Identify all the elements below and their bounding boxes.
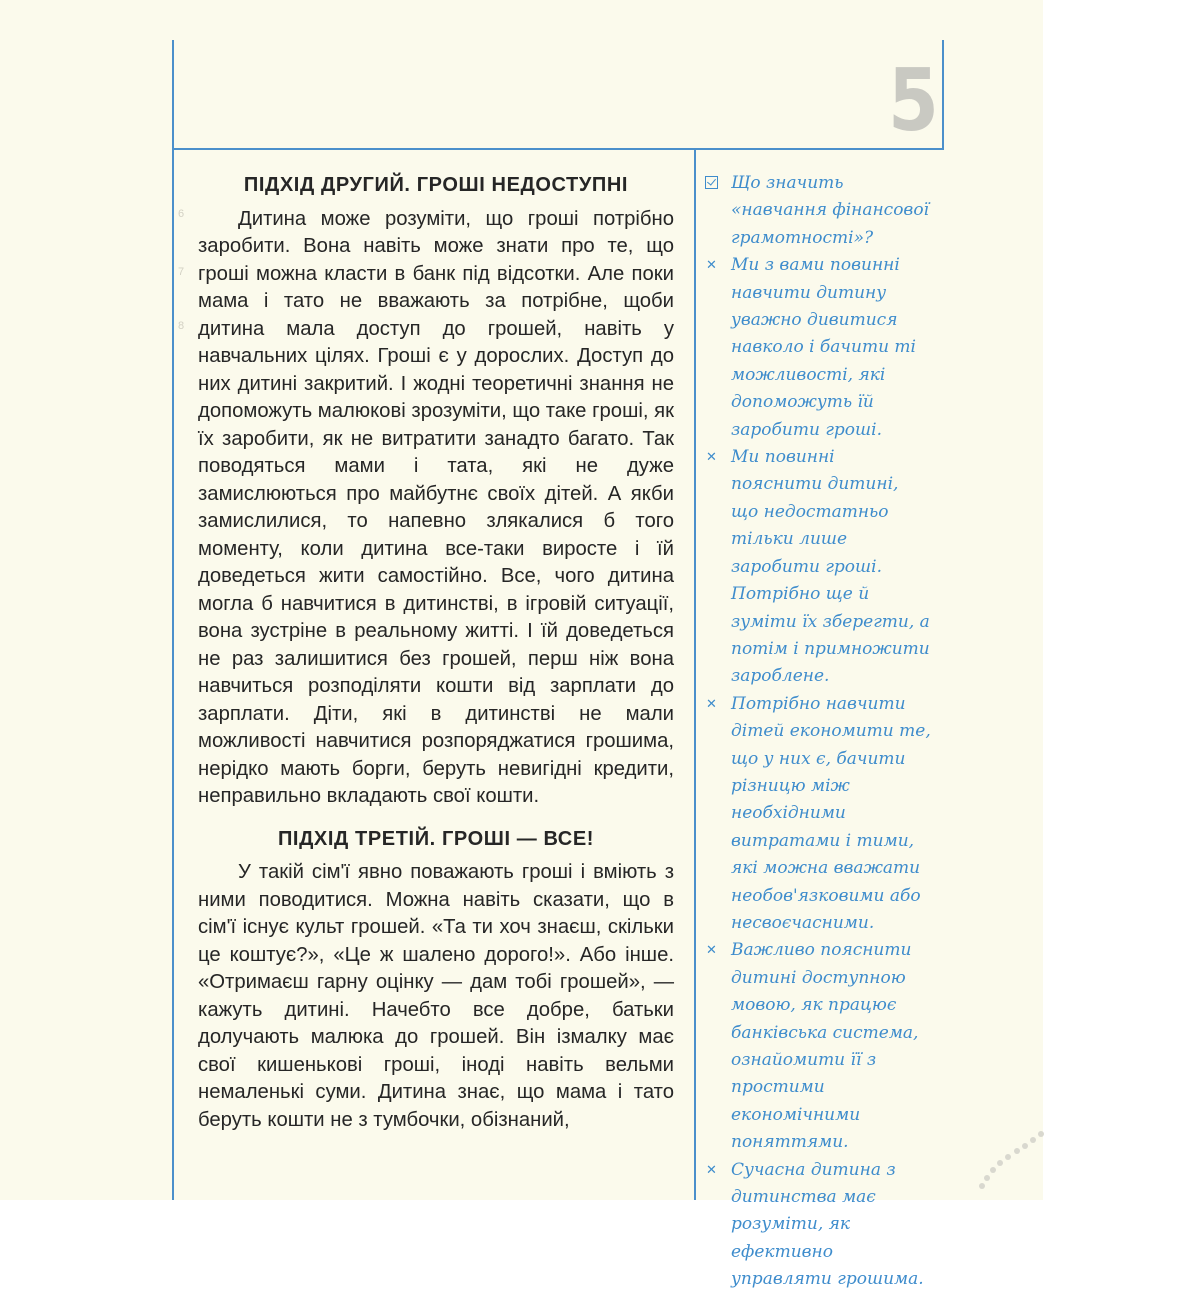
cross-bullet-icon: ✕ [706, 450, 717, 466]
sidebar-item [703, 444, 931, 691]
sidebar-item [703, 1157, 931, 1294]
ghost-mark: 6 [178, 208, 185, 220]
ghost-mark: 8 [178, 320, 185, 332]
cross-bullet-icon: ✕ [706, 1162, 717, 1178]
sidebar-item-text: Ми з вами повинні навчити дитину уважно дивитися навколо і бачити ті можливості, які допоможуть їй заробити гроші. [731, 255, 916, 440]
cross-bullet-icon: ✕ [706, 943, 717, 959]
page-number: 5 [888, 51, 939, 151]
sidebar-question-text: Що значить «навчання фінансової грамотності»? [731, 173, 929, 248]
cross-bullet-icon: ✕ [706, 696, 717, 712]
cross-bullet-icon: ✕ [706, 258, 717, 274]
decorative-dots [975, 1130, 1055, 1200]
column-divider [694, 150, 696, 1200]
section-heading: ПІДХІД ДРУГИЙ. ГРОШІ НЕДОСТУПНІ [243, 174, 629, 196]
section-heading: ПІДХІД ТРЕТІЙ. ГРОШІ — ВСЕ! [277, 827, 595, 850]
checkbox-icon [705, 176, 718, 189]
section-paragraph: У такій сім'ї явно поважають гроші і вміють з ними поводитися. Можна навіть сказати, що в сім'ї існує культ грошей. «Та ти хоч знаєш, скільки це коштує?», «Це ж шалено дорого!». Або інше. «Отримаєш гарну оцінку — дам тобі грошей», — кажуть дитині. Начебто все добре, батьки долучають малюка до грошей. Він ізмалку має свої кишенькові гроші, іноді навіть вельми немаленькі суми. Дитина знає, що мама і тато беруть кошти не з тумбочки, обізнаний, [198, 861, 674, 1131]
sidebar-item-text: Потрібно навчити дітей економити те, що у них є, бачити різницю між необхідними витратами і тими, які можна вважати необов'язковими або несвоєчасними. [731, 693, 931, 933]
sidebar-item-text: Сучасна дитина з дитинства має розуміти, як ефективно управляти грошима. [731, 1159, 924, 1290]
main-column [198, 172, 674, 1134]
sidebar-notes [703, 170, 931, 1294]
section-paragraph: Дитина може розуміти, що гроші потрібно заробити. Вона навіть може знати про те, що гроші можна класти в банк під відсотки. Але поки мама і тато не вважають за потрібне, щоби дитина мала доступ до грошей, навіть у навчальних цілях. Гроші є у дорослих. Доступ до них дитині закритий. І жодні теоретичні знання не допоможуть малюкові зрозуміти, що таке гроші, як їх заробити, як не витратити занадто багато. Так поводяться мами і тата, які не дуже замислюються про майбутнє своїх дітей. А якби замислилися, то напевно злякалися б того моменту, коли дитина все-таки виросте і їй доведеться жити самостійно. Все, чого дитина могла б навчитися в дитинстві, в ігровій ситуації, вона зустріне в реальному житті. І їй доведеться не раз залишитися без грошей, перш ніж вона навчиться розподіляти кошти від зарплати до зарплати. Діти, які в дитинстві не мали можливості навчитися розпоряджатися грошима, нерідко мають борги, беруть невигідні кредити, неправильно вкладають свої кошти. [198, 207, 674, 807]
sidebar-question [703, 170, 931, 252]
left-rule [172, 150, 174, 1200]
sidebar-item-text: Ми повинні пояснити дитині, що недостатньо тільки лише заробити гроші. Потрібно ще й зуміти їх зберегти, а потім і примножити зароблене. [731, 447, 930, 687]
sidebar-item [703, 252, 931, 444]
top-frame [172, 40, 944, 150]
sidebar-item [703, 691, 931, 938]
sidebar-item [703, 937, 931, 1156]
ghost-mark: 7 [178, 266, 185, 278]
sidebar-item-text: Важливо пояснити дитині доступною мовою, як працює банківська система, ознайомити її з простими економічними поняттями. [731, 940, 919, 1153]
